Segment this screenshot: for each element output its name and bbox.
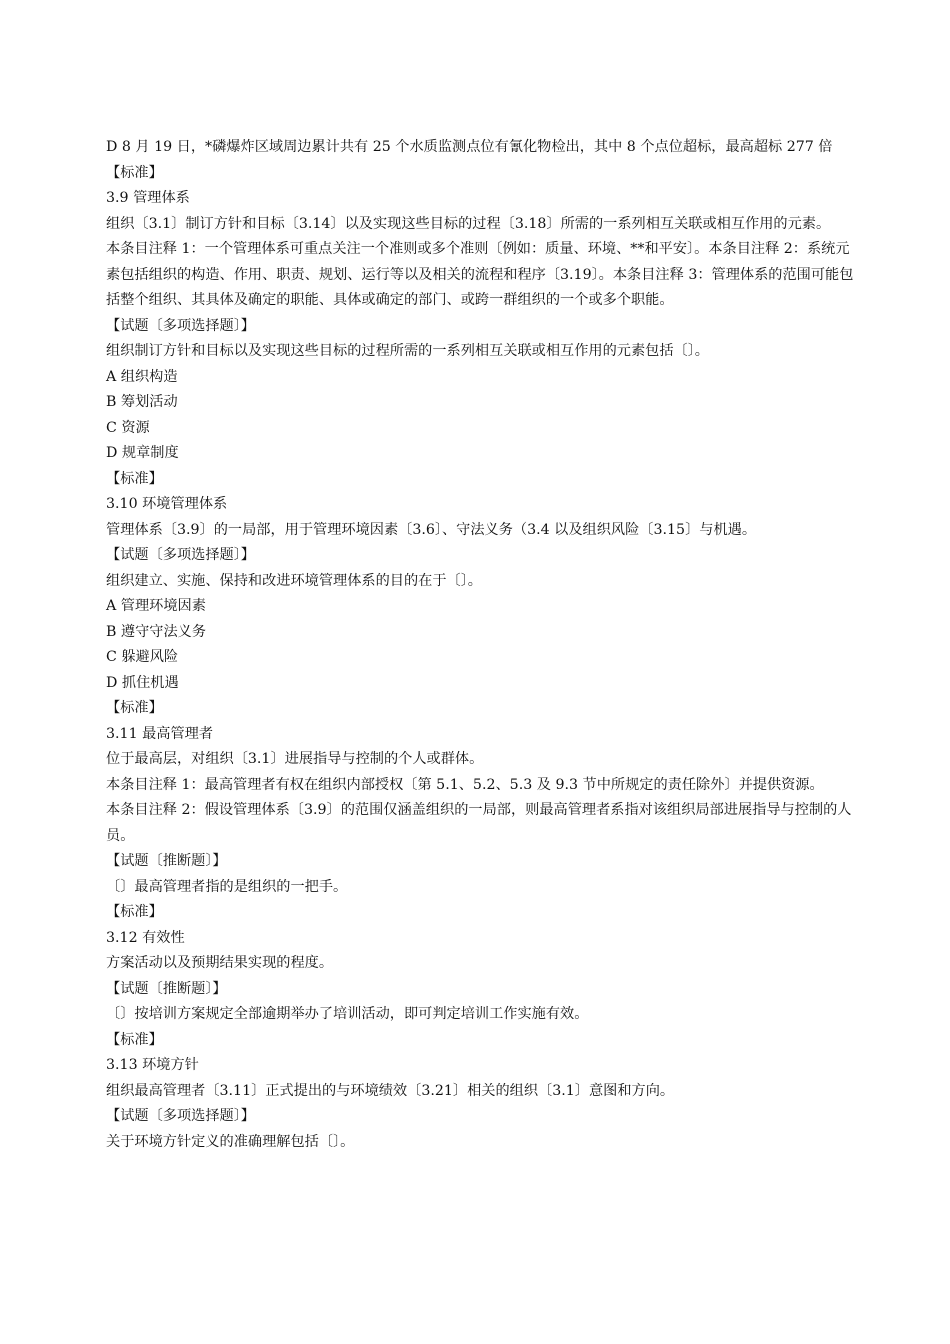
question-text: 组织建立、实施、保持和改进环境管理体系的目的在于〔〕。 [106, 572, 482, 589]
note-text: 本条目注释 2：假设管理体系〔3.9〕的范围仅涵盖组织的一局部，则最高管理者系指对该组织局部进展指导与控制的人员。 [106, 802, 852, 844]
note-text: 本条目注释 1：最高管理者有权在组织内部授权〔第 5.1、5.2、5.3 及 9.3 节中所规定的责任除外〕并提供资源。 [106, 776, 824, 793]
section-heading: 3.11 最高管理者 [106, 725, 214, 742]
section-marker: 【标准】 [106, 904, 163, 920]
option-d: D 抓住机遇 [106, 674, 179, 691]
question-type: 【试题〔推断题〕】 [106, 853, 227, 869]
question-type: 【试题〔多项选择题〕】 [106, 547, 255, 563]
option-c: C 躲避风险 [106, 649, 179, 665]
section-marker: 【标准】 [106, 1031, 163, 1048]
section-heading: 3.9 管理体系 [106, 190, 190, 206]
question-text: 〔〕最高管理者指的是组织的一把手。 [106, 878, 348, 895]
section-heading: 3.10 环境管理体系 [106, 496, 228, 512]
section-marker: 【标准】 [106, 700, 163, 716]
section-marker: 【标准】 [106, 164, 163, 181]
definition-text: 组织最高管理者〔3.11〕正式提出的与环境绩效〔3.21〕相关的组织〔3.1〕意图和方向。 [106, 1082, 675, 1099]
definition-text: 位于最高层，对组织〔3.1〕进展指导与控制的个人或群体。 [106, 751, 484, 767]
question-text: 关于环境方针定义的准确理解包括〔〕。 [106, 1133, 355, 1150]
document-body [106, 135, 856, 1155]
question-type: 【试题〔多项选择题〕】 [106, 1108, 255, 1124]
note-text: 本条目注释 1：一个管理体系可重点关注一个准则或多个准则〔例如：质量、环境、**和平安〕。本条目注释 2：系统元素包括组织的构造、作用、职责、规划、运行等以及相关的流程和程序〔3.19〕。本条目注释 3：管理体系的范围可能包括整个组织、其具体及确定的职能、具体或确定的部门、或跨一群组织的一个或多个职能。 [106, 241, 854, 308]
option-c: C 资源 [106, 419, 150, 436]
question-text: 〔〕按培训方案规定全部逾期举办了培训活动，即可判定培训工作实施有效。 [106, 1006, 589, 1022]
definition-text: 管理体系〔3.9〕的一局部，用于管理环境因素〔3.6〕、守法义务（3.4 以及组织风险〔3.15〕与机遇。 [106, 521, 757, 538]
question-type: 【试题〔推断题〕】 [106, 980, 227, 997]
definition-text: 组织〔3.1〕制订方针和目标〔3.14〕以及实现这些目标的过程〔3.18〕所需的一系列相互关联或相互作用的元素。 [106, 215, 831, 232]
section-marker: 【标准】 [106, 470, 163, 487]
option-b: B 筹划活动 [106, 394, 178, 410]
section-heading: 3.12 有效性 [106, 929, 185, 946]
option-b: B 遵守守法义务 [106, 623, 207, 640]
option-a: A 组织构造 [106, 368, 178, 385]
option-d: D 规章制度 [106, 445, 179, 461]
section-heading: 3.13 环境方针 [106, 1057, 199, 1073]
option-a: A 管理环境因素 [106, 598, 206, 614]
question-type: 【试题〔多项选择题〕】 [106, 317, 255, 334]
question-text: 组织制订方针和目标以及实现这些目标的过程所需的一系列相互关联或相互作用的元素包括〔〕。 [106, 343, 709, 359]
text-line: D 8 月 19 日，*磷爆炸区域周边累计共有 25 个水质监测点位有氰化物检出，其中 8 个点位超标，最高超标 277 倍 [106, 139, 833, 155]
definition-text: 方案活动以及预期结果实现的程度。 [106, 955, 334, 971]
